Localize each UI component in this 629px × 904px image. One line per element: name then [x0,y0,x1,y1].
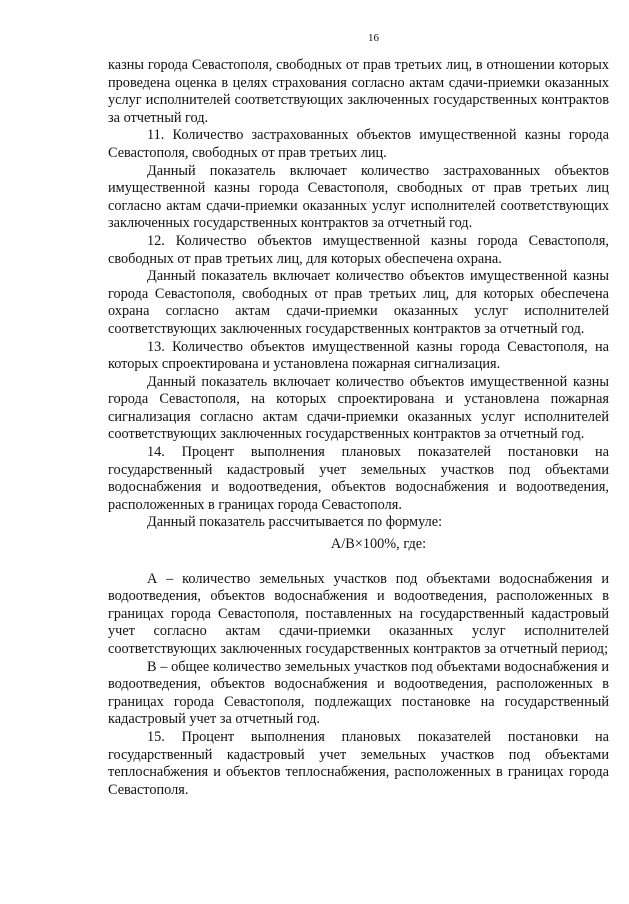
paragraph-item-14-heading: 14. Процент выполнения плановых показателей постановки на государственный кадастровый учет земельных участков под объектами водоснабжения и водоотведения, объектов водоснабжения и водоотведения, расположенных в границах города Севастополя. [108,444,609,513]
paragraph-item-11-description: Данный показатель включает количество застрахованных объектов имущественной казны города Севастополя, свободных от прав третьих лиц согласно актам сдачи-приемки оказанных услуг исполнителей соответствующих заключенных государственных контрактов за отчетный год. [108,162,609,232]
paragraph-item-11-heading: 11. Количество застрахованных объектов имущественной казны города Севастополя, свободных от прав третьих лиц. [108,127,609,161]
document-body [108,57,609,799]
paragraph-item-12-heading: 12. Количество объектов имущественной казны города Севастополя, свободных от прав третьих лиц, для которых обеспечена охрана. [108,232,609,267]
paragraph-item-12-description: Данный показатель включает количество объектов имущественной казны города Севастополя, свободных от прав третьих лиц, для которых обеспечена охрана согласно актам сдачи-приемки оказанных услуг исполнителей соответствующих заключенных государственных контрактов за отчетный год. [108,268,609,337]
paragraph-item-15-heading: 15. Процент выполнения плановых показателей постановки на государственный кадастровый учет земельных участков под объектами теплоснабжения и объектов теплоснабжения, расположенных в границах города Севастополя. [108,728,609,798]
paragraph-definition-a: А – количество земельных участков под объектами водоснабжения и водоотведения, объектов водоснабжения и водоотведения, расположенных в границах города Севастополя, поставленных на государственный кадастровый учет согласно актам сдачи-приемки оказанных услуг исполнителей соответствующих заключенных государственных контрактов за отчетный период; [108,570,609,657]
paragraph-continuation: казны города Севастополя, свободных от прав третьих лиц, в отношении которых проведена оценка в целях страхования согласно актам сдачи-приемки оказанных услуг исполнителей соответствующих заключенных государственных контрактов за отчетный год. [108,57,609,126]
paragraph-item-13-description: Данный показатель включает количество объектов имущественной казны города Севастополя, на которых спроектирована и установлена пожарная сигнализация согласно актам сдачи-приемки оказанных услуг исполнителей соответствующих заключенных государственных контрактов за отчетный год. [108,373,609,443]
paragraph-definition-b: В – общее количество земельных участков под объектами водоснабжения и водоотведения, объектов водоснабжения и водоотведения, расположенных в границах города Севастополя, подлежащих постановке на государственный кадастровый учет за отчетный год. [108,658,609,728]
paragraph-formula-intro: Данный показатель рассчитывается по формуле: [147,514,443,531]
paragraph-item-13-heading: 13. Количество объектов имущественной казны города Севастополя, на которых спроектирована и установлена пожарная сигнализация. [108,338,609,373]
page-number: 16 [368,32,379,44]
formula: А/В×100%, где: [330,536,427,553]
